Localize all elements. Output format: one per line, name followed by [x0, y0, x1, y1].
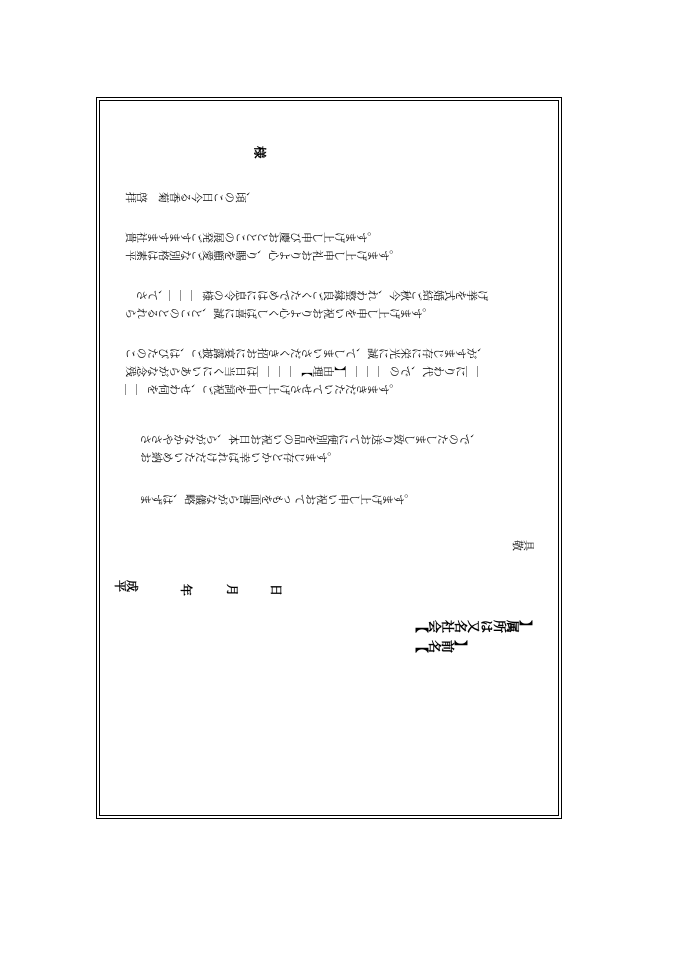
body-line-1: 貴社ますますご発展のこととお慶び申し上げます。: [124, 232, 379, 244]
date-year: 年: [179, 584, 193, 597]
body-line-9: お納めいただければ幸いかと存じます。: [139, 452, 339, 464]
date-day: 日: [269, 584, 283, 597]
body-line-8: ささやかながら、本日お祝いの品を別便にてお送り致しましたので、: [139, 434, 482, 446]
body-line-10: まずは、略儀ながら書面をもってお祝い申し上げます。: [139, 494, 416, 506]
sender-name: 【名前】: [413, 640, 467, 654]
body-line-5: このたびは、ご披露宴にお招きくださいまして、誠に光栄に存じますが、: [124, 348, 489, 360]
date-month: 月: [225, 584, 239, 597]
date-era: 平成: [113, 580, 139, 593]
body-line-7: ＿＿を伺わせ、ご祝詞を申し上げさせていただきます。: [124, 384, 401, 396]
sender-company: 【会社名又は所属】: [413, 620, 532, 634]
body-line-3: さて、＿＿＿様の令息にはめでたくご良縁整われ、今秋ご結婚式を挙げ: [135, 290, 489, 302]
closing-keigu: 敬具: [511, 540, 535, 552]
opening-line: 拝啓 菊香る今日この頃、: [124, 192, 258, 204]
body-line-6: 残念ながらあいにく当日は＿＿＿＿【理由】＿＿＿＿ので、代わりに＿＿: [124, 366, 489, 378]
addressee-sama: 様: [252, 146, 268, 159]
body-line-4: られるとのこと、誠に喜ばしく心よりお祝いを申し上げます。: [124, 308, 434, 320]
body-line-2: 平素は格別なご愛顧を賜り、心よりお礼申し上げます。: [124, 250, 401, 262]
